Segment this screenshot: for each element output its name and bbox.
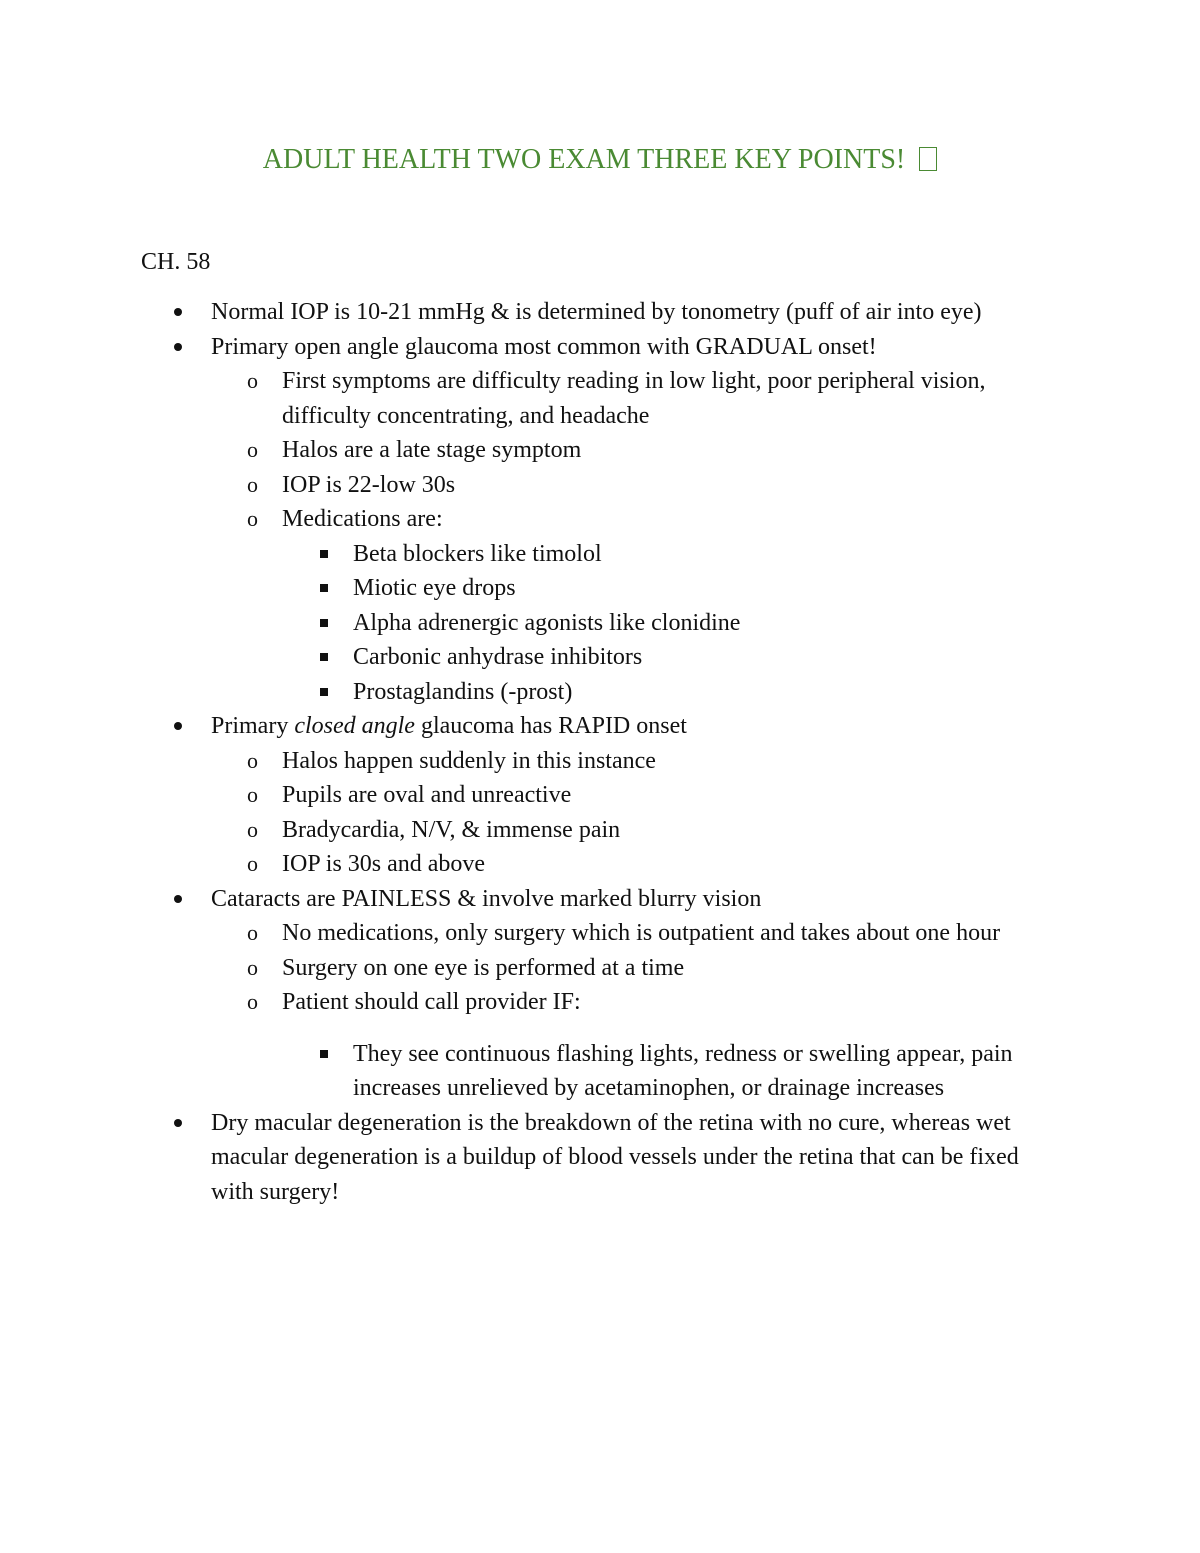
sub-sub-list-item <box>0 571 1068 606</box>
sub-sub-list-item <box>0 675 1068 710</box>
list-item-text: First symptoms are difficulty reading in low light, poor peripheral vision, difficulty concentrating, and headache <box>282 368 986 429</box>
list-item-text: Surgery on one eye is performed at a time <box>282 954 685 981</box>
hollow-bullet-icon: o <box>247 437 258 462</box>
hollow-bullet-icon: o <box>247 920 258 945</box>
square-bullet-icon <box>320 640 330 675</box>
hollow-bullet-icon: o <box>247 747 258 773</box>
hollow-bullet-icon: o <box>247 816 258 842</box>
sub-list-item <box>0 813 1062 848</box>
list-item <box>0 295 1061 330</box>
square-bullet-icon <box>320 571 330 606</box>
hollow-bullet-icon: o <box>247 471 258 497</box>
sub-list-item <box>0 502 1062 537</box>
sub-list-item <box>0 951 1062 986</box>
hollow-bullet-icon: o <box>247 782 258 807</box>
hollow-bullet-icon: o <box>247 989 258 1014</box>
list-item <box>0 1106 1061 1210</box>
list-item-text: Prostaglandins (-prost) <box>353 678 573 705</box>
list-item-text: Halos are a late stage symptom <box>282 437 582 463</box>
list-item <box>0 330 1061 365</box>
document-title <box>0 138 1200 182</box>
list-item <box>0 882 1061 917</box>
list-item-text: Pupils are oval and unreactive <box>282 782 572 808</box>
hollow-bullet-icon: o <box>247 954 258 980</box>
list-item-text: No medications, only surgery which is outpatient and takes about one hour <box>282 920 1001 946</box>
bullet-icon <box>172 882 184 917</box>
list-item-emphasis: closed angle <box>294 713 415 739</box>
sub-sub-list-item <box>0 606 1068 641</box>
sub-list-item <box>0 778 1062 813</box>
list-item-text: Alpha adrenergic agonists like clonidine <box>353 609 741 636</box>
list-item-suffix: glaucoma has RAPID onset <box>414 713 687 739</box>
list-item-text: Carbonic anhydrase inhibitors <box>353 644 643 670</box>
hollow-bullet-icon: o <box>247 851 258 876</box>
sub-list-item <box>0 433 1062 468</box>
list-item-text: IOP is 30s and above <box>282 851 486 877</box>
bullet-icon <box>172 1106 184 1141</box>
sub-list-item <box>0 744 1062 779</box>
sub-list-item <box>0 468 1062 503</box>
list-item-text: Beta blockers like timolol <box>353 540 602 567</box>
sub-list-item <box>0 364 1062 433</box>
chapter-heading: CH. 58 <box>141 249 211 275</box>
list-item-text: Halos happen suddenly in this instance <box>282 747 656 774</box>
bullet-icon <box>172 295 184 330</box>
list-item-text: Normal IOP is 10-21 mmHg & is determined by tonometry (puff of air into eye) <box>211 299 982 325</box>
square-bullet-icon <box>320 606 330 641</box>
sub-list-item <box>0 847 1062 882</box>
list-item-text: Primary open angle glaucoma most common with GRADUAL onset! <box>211 333 877 360</box>
sub-list-item <box>0 985 1062 1020</box>
hollow-bullet-icon: o <box>247 368 258 393</box>
notes-list <box>0 295 1200 1209</box>
square-bullet-icon <box>320 675 330 710</box>
list-item-text: Dry macular degeneration is the breakdown of the retina with no cure, whereas wet macular degeneration is a buildup of blood vessels under the retina that can be fixed with surgery! <box>211 1109 1019 1205</box>
list-item-text: Patient should call provider IF: <box>282 989 581 1015</box>
list-item-prefix: Primary <box>211 713 295 739</box>
list-item-text: IOP is 22-low 30s <box>282 471 456 498</box>
list-item-text: Bradycardia, N/V, & immense pain <box>282 816 621 843</box>
sub-list-item <box>0 916 1062 951</box>
list-item-text: Miotic eye drops <box>353 575 516 601</box>
list-item-text: Cataracts are PAINLESS & involve marked blurry vision <box>211 885 762 912</box>
bullet-icon <box>172 709 184 744</box>
hollow-bullet-icon: o <box>247 506 258 531</box>
sub-sub-list-item <box>0 640 1068 675</box>
list-item <box>0 709 1061 744</box>
missing-glyph-icon <box>919 147 937 171</box>
sub-sub-list-item <box>0 1037 1068 1106</box>
square-bullet-icon <box>320 1037 330 1072</box>
bullet-icon <box>172 330 184 365</box>
sub-sub-list-item <box>0 537 1068 572</box>
list-item-text: They see continuous flashing lights, redness or swelling appear, pain increases unrelieved by acetaminophen, or drainage increases <box>353 1040 1013 1101</box>
list-item-text: Medications are: <box>282 506 443 532</box>
document-title-text: ADULT HEALTH TWO EXAM THREE KEY POINTS! <box>262 144 906 175</box>
square-bullet-icon <box>320 537 330 572</box>
